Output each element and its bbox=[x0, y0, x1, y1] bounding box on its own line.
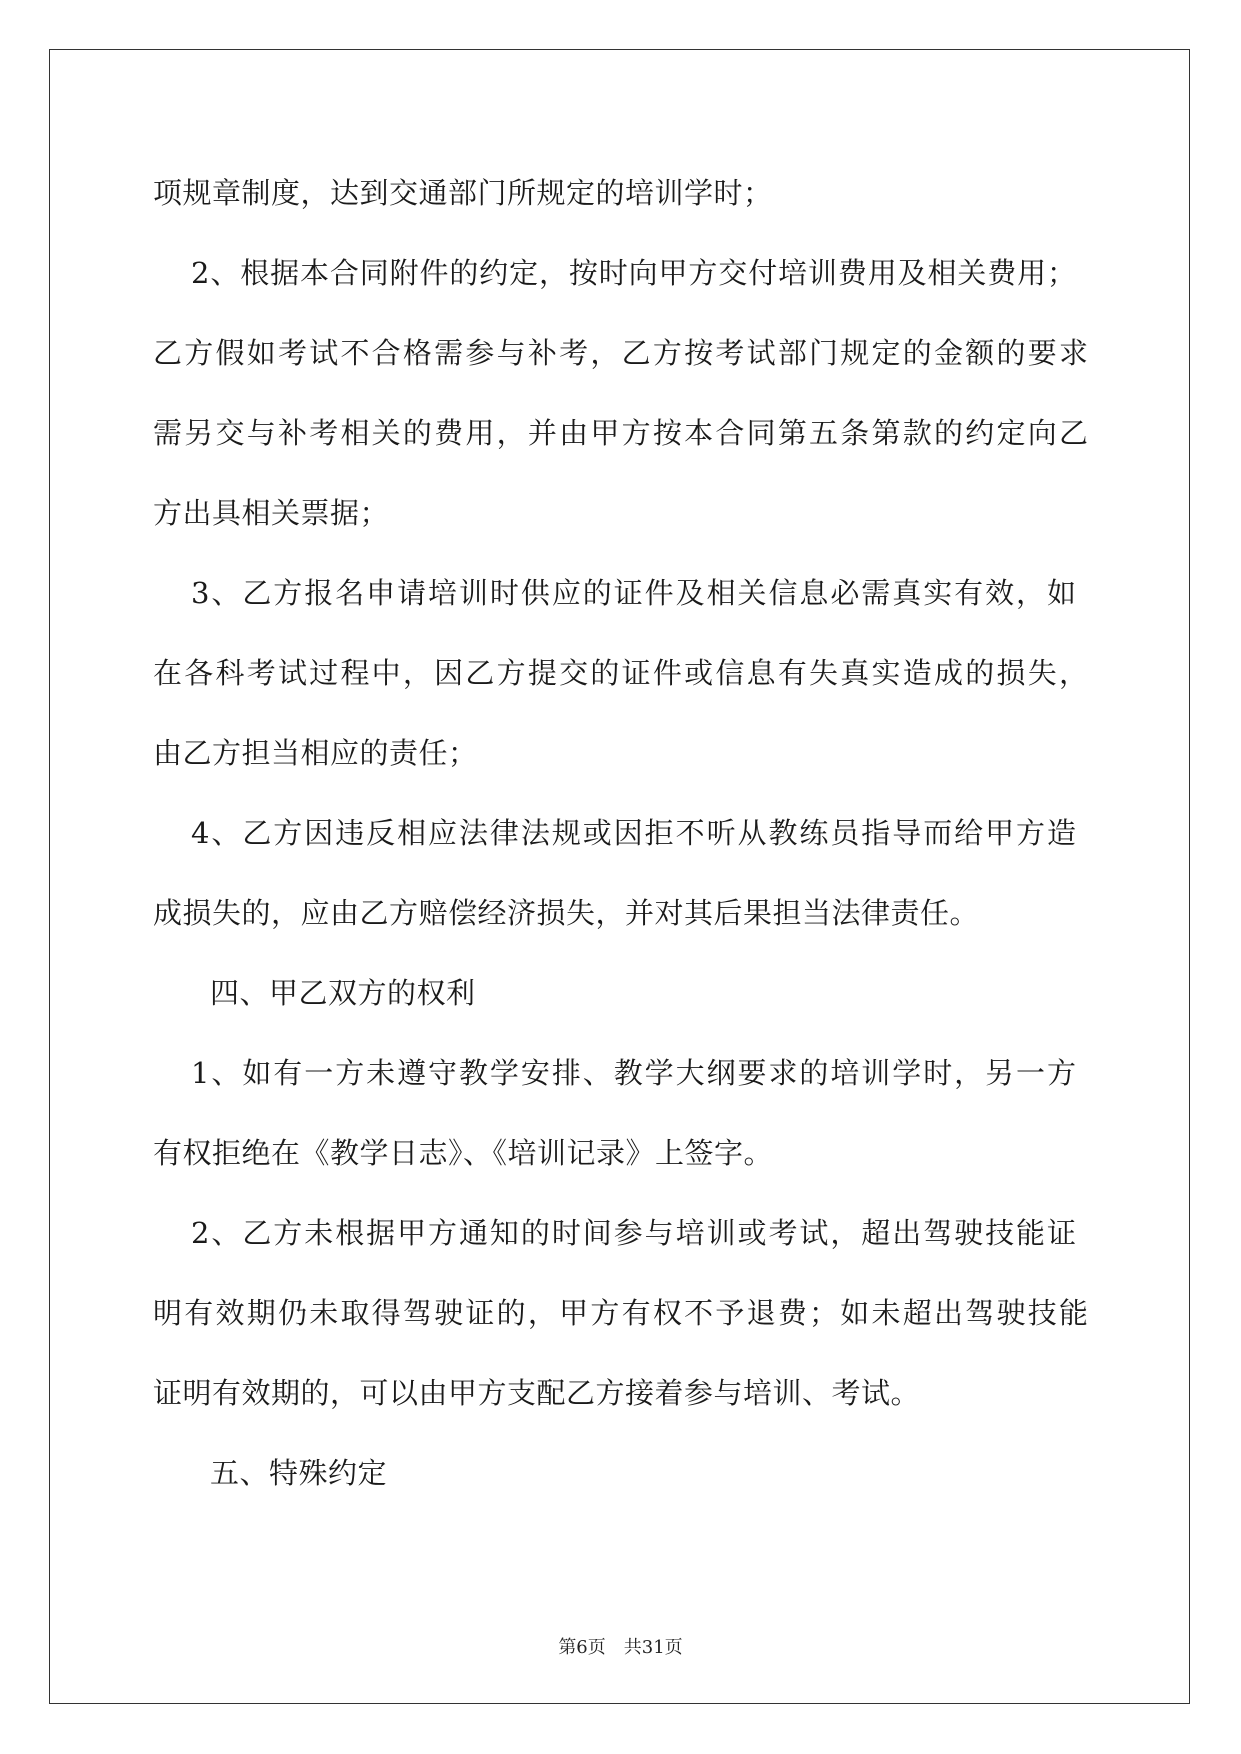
page-number-footer: 第6页 共31页 bbox=[558, 1637, 683, 1658]
section-heading: 四、甲乙双方的权利 bbox=[210, 976, 476, 1010]
text-line: 明有效期仍未取得驾驶证的，甲方有权不予退费；如未超出驾驶技能 bbox=[153, 1296, 1088, 1330]
text-line: 由乙方担当相应的责任； bbox=[153, 736, 478, 770]
text-line: 2、乙方未根据甲方通知的时间参与培训或考试，超出驾驶技能证 bbox=[191, 1216, 1076, 1250]
text-line: 4、乙方因违反相应法律法规或因拒不听从教练员指导而给甲方造 bbox=[191, 816, 1076, 850]
text-line: 乙方假如考试不合格需参与补考，乙方按考试部门规定的金额的要求 bbox=[153, 336, 1088, 370]
text-line: 3、乙方报名申请培训时供应的证件及相关信息必需真实有效，如 bbox=[191, 576, 1076, 610]
section-heading: 五、特殊约定 bbox=[210, 1456, 388, 1490]
text-line: 2、根据本合同附件的约定，按时向甲方交付培训费用及相关费用； bbox=[191, 256, 1076, 290]
text-line: 成损失的，应由乙方赔偿经济损失，并对其后果担当法律责任。 bbox=[153, 896, 980, 930]
text-line: 证明有效期的，可以由甲方支配乙方接着参与培训、考试。 bbox=[153, 1376, 921, 1410]
text-line: 项规章制度，达到交通部门所规定的培训学时； bbox=[153, 176, 773, 210]
text-line: 1、如有一方未遵守教学安排、教学大纲要求的培训学时，另一方 bbox=[191, 1056, 1076, 1090]
text-line: 方出具相关票据； bbox=[153, 496, 390, 530]
text-line: 在各科考试过程中，因乙方提交的证件或信息有失真实造成的损失， bbox=[153, 656, 1088, 690]
text-line: 有权拒绝在《教学日志》、《培训记录》上签字。 bbox=[153, 1136, 774, 1170]
text-line: 需另交与补考相关的费用，并由甲方按本合同第五条第款的约定向乙 bbox=[153, 416, 1088, 450]
